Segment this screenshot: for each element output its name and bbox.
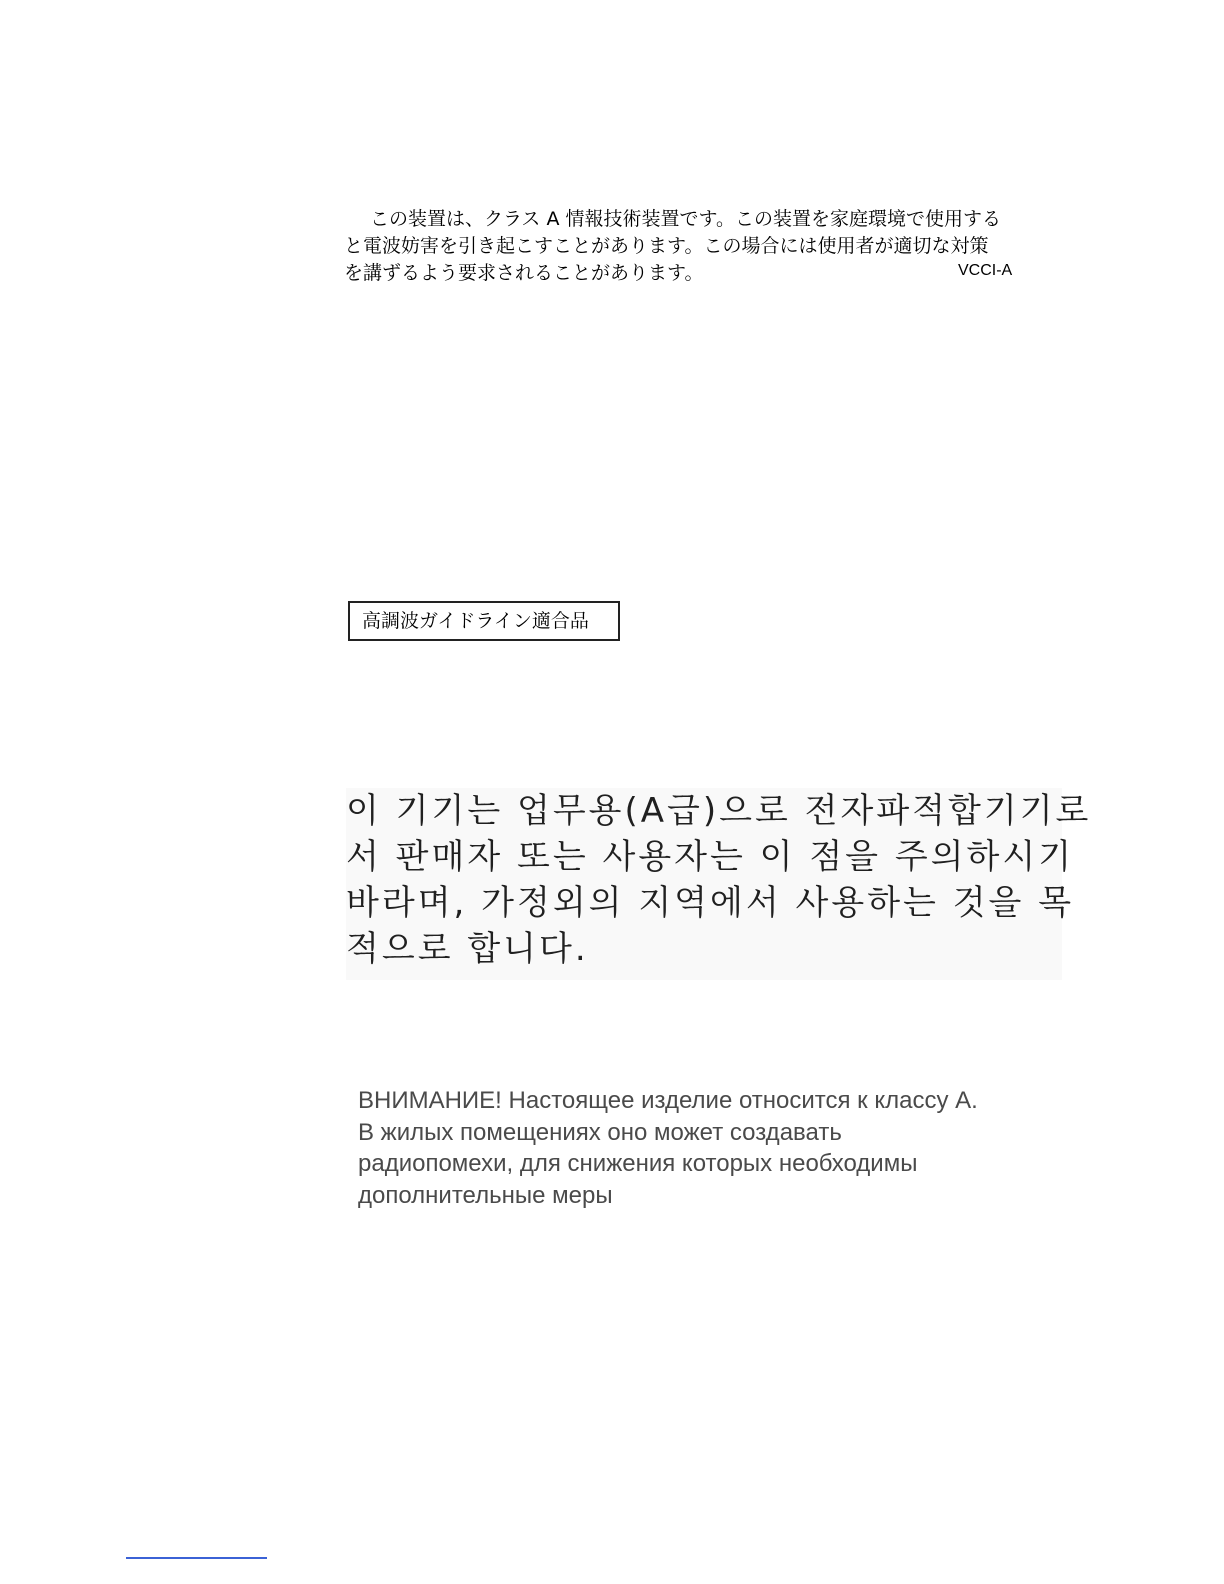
footnote-separator-rule [126, 1557, 267, 1559]
emc-notice-line-4: дополнительные меры [358, 1181, 613, 1209]
kc-notice-korean [346, 788, 1092, 980]
harmonic-guideline-label: 高調波ガイドライン適合品 [348, 601, 620, 641]
kc-notice-line-1: 이 기기는 업무용(A급)으로 전자파적합기기로 [346, 791, 1092, 831]
vcci-notice-line-2: と電波妨害を引き起こすことがあります。この場合には使用者が適切な対策 [344, 235, 989, 257]
emc-notice-russian [358, 1085, 1088, 1211]
kc-notice-line-4: 적으로 합니다. [346, 929, 589, 969]
emc-notice-line-3: радиопомехи, для снижения которых необходимы [358, 1150, 918, 1177]
vcci-class-mark: VCCI-A [958, 262, 1013, 279]
vcci-notice-line-3: を講ずるよう要求されることがあります。 [344, 262, 704, 284]
emc-notice-line-2: В жилых помещениях оно может создавать [358, 1118, 842, 1146]
vcci-notice-line-1: この装置は、クラス A 情報技術装置です。この装置を家庭環境で使用する [370, 208, 1001, 230]
emc-notice-line-1: ВНИМАНИЕ! Настоящее изделие относится к классу А. [358, 1087, 978, 1114]
kc-notice-line-2: 서 판매자 또는 사용자는 이 점을 주의하시기 [346, 837, 1075, 877]
kc-notice-line-3: 바라며, 가정외의 지역에서 사용하는 것을 목 [346, 883, 1075, 923]
